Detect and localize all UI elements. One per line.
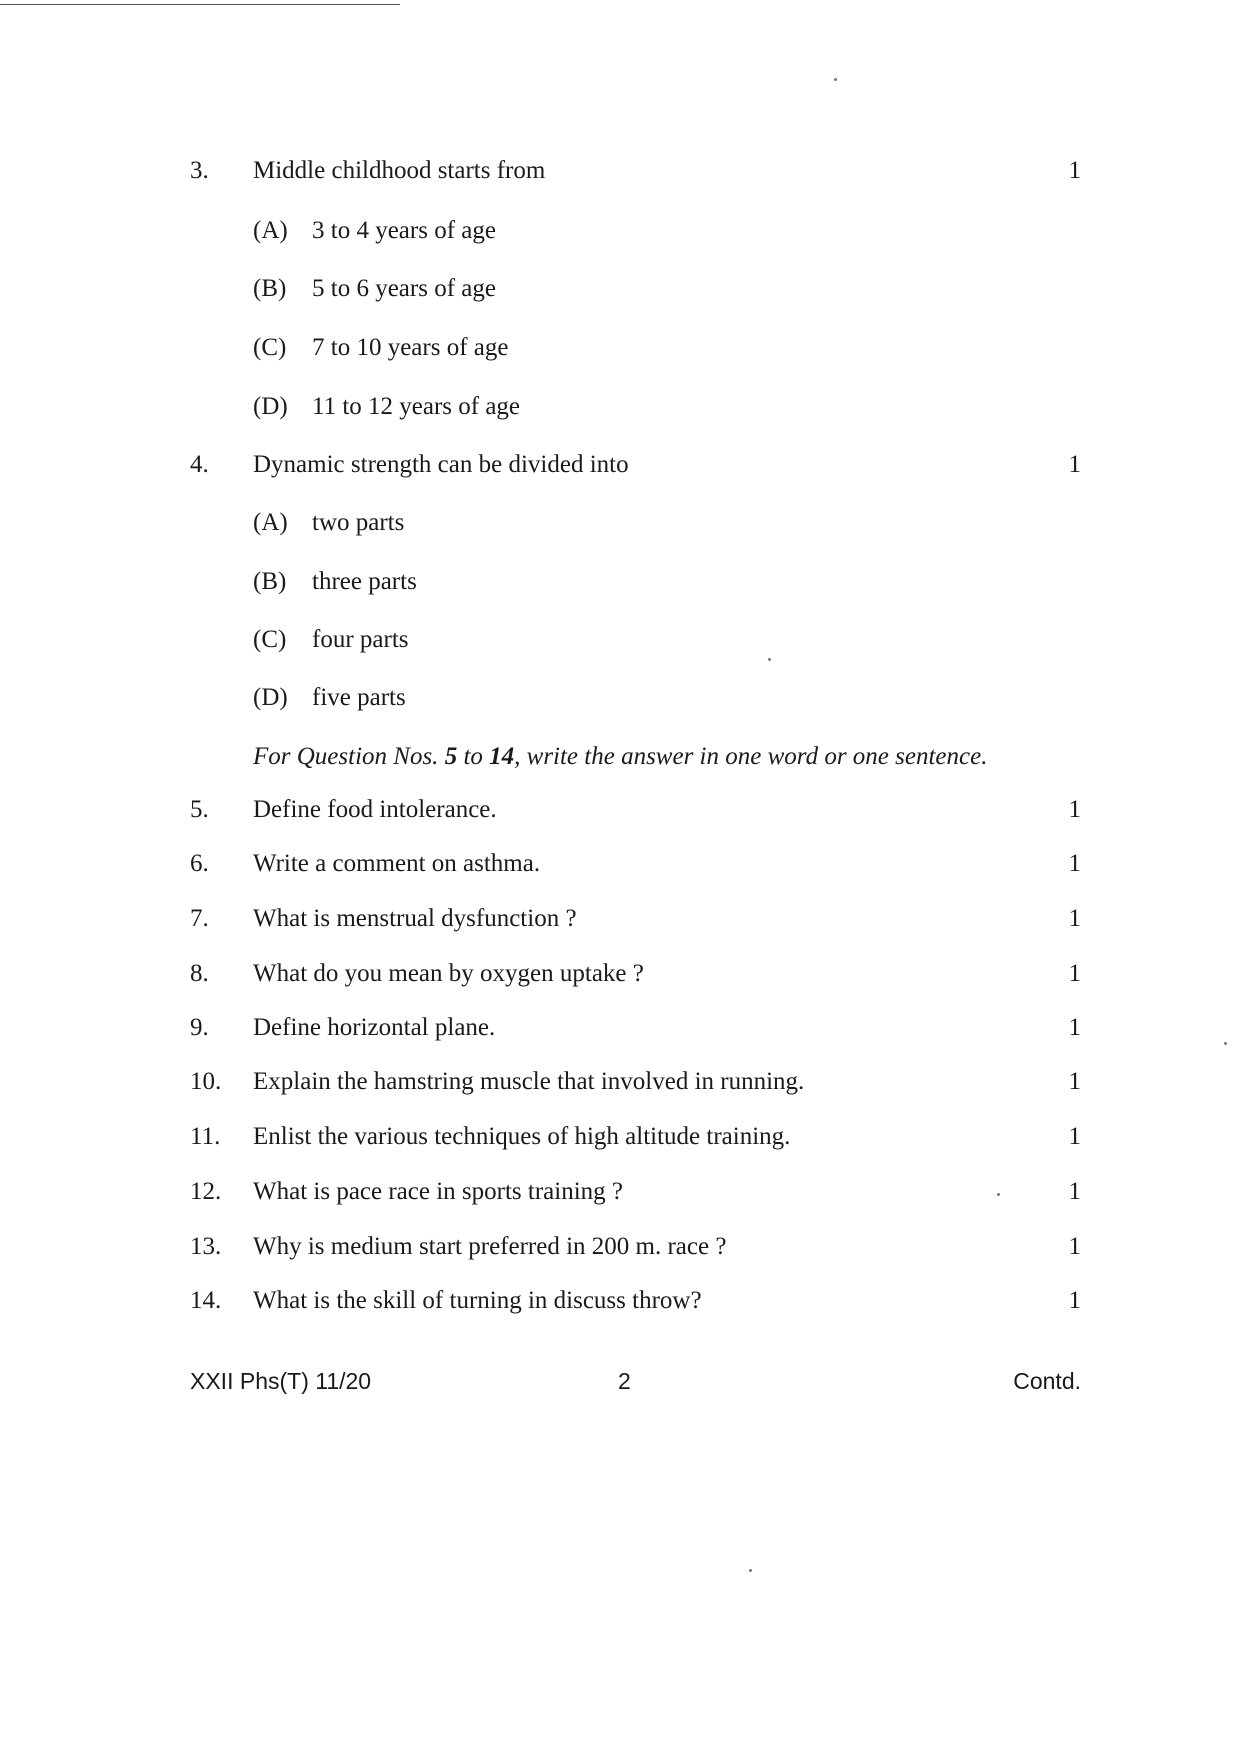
question-number: 6. [190, 850, 209, 877]
question-marks: 1 [1068, 157, 1081, 184]
question-3 [0, 154, 1241, 188]
question-text: Write a comment on asthma. [253, 850, 541, 877]
option-label: (C) [253, 334, 287, 361]
question-text: Define food intolerance. [253, 796, 497, 823]
scan-speck [749, 1569, 752, 1572]
question-number: 13. [190, 1233, 222, 1260]
question-14 [0, 1284, 1241, 1318]
question-text: What do you mean by oxygen uptake ? [253, 960, 644, 987]
option-label: (D) [253, 393, 288, 420]
question-3-option-a [0, 214, 1241, 248]
question-marks: 1 [1068, 850, 1081, 877]
question-number: 10. [190, 1068, 222, 1095]
question-number: 5. [190, 796, 209, 823]
question-4 [0, 448, 1241, 482]
continued-label: Contd. [1013, 1368, 1081, 1394]
scan-speck [834, 78, 837, 81]
scan-speck [997, 1193, 1000, 1196]
instruction-from: 5 [444, 743, 458, 770]
option-label: (A) [253, 509, 288, 536]
question-marks: 1 [1068, 905, 1081, 932]
question-text: Middle childhood starts from [253, 157, 546, 184]
instruction-suffix: , write the answer in one word or one sentence. [514, 743, 988, 770]
scan-speck [1224, 1042, 1227, 1045]
question-text: What is the skill of turning in discuss throw? [253, 1287, 702, 1314]
question-number: 7. [190, 905, 209, 932]
question-9 [0, 1011, 1241, 1045]
option-text: 5 to 6 years of age [312, 275, 496, 302]
question-7 [0, 902, 1241, 936]
question-text: Enlist the various techniques of high altitude training. [253, 1123, 791, 1150]
question-10 [0, 1065, 1241, 1099]
instruction-middle: to [457, 743, 490, 770]
question-marks: 1 [1068, 451, 1081, 478]
question-4-option-c [0, 623, 1241, 657]
question-number: 11. [190, 1123, 221, 1150]
question-number: 4. [190, 451, 209, 478]
page-footer [0, 1364, 1241, 1398]
question-6 [0, 847, 1241, 881]
question-4-option-d [0, 681, 1241, 715]
top-rule [0, 4, 400, 5]
question-marks: 1 [1068, 1123, 1081, 1150]
section-instruction [0, 740, 1241, 774]
option-label: (C) [253, 626, 287, 653]
question-marks: 1 [1068, 1287, 1081, 1314]
question-number: 12. [190, 1178, 222, 1205]
page-number: 2 [618, 1368, 631, 1394]
question-marks: 1 [1068, 1178, 1081, 1205]
question-5 [0, 793, 1241, 827]
option-text: 7 to 10 years of age [312, 334, 509, 361]
paper-code: XXII Phs(T) 11/20 [190, 1368, 372, 1394]
question-marks: 1 [1068, 960, 1081, 987]
question-13 [0, 1230, 1241, 1264]
question-12 [0, 1175, 1241, 1209]
question-marks: 1 [1068, 1068, 1081, 1095]
instruction-to: 14 [489, 743, 515, 770]
question-marks: 1 [1068, 1014, 1081, 1041]
question-text: Why is medium start preferred in 200 m. race ? [253, 1233, 727, 1260]
question-text: Define horizontal plane. [253, 1014, 496, 1041]
question-4-option-a [0, 506, 1241, 540]
question-8 [0, 957, 1241, 991]
option-text: two parts [312, 509, 405, 536]
question-text: What is menstrual dysfunction ? [253, 905, 577, 932]
question-11 [0, 1120, 1241, 1154]
option-label: (A) [253, 217, 288, 244]
option-label: (D) [253, 684, 288, 711]
question-4-option-b [0, 565, 1241, 599]
scan-speck [768, 658, 771, 661]
instruction-prefix: For Question Nos. [253, 743, 445, 770]
option-text: five parts [312, 684, 406, 711]
question-number: 9. [190, 1014, 209, 1041]
question-marks: 1 [1068, 796, 1081, 823]
question-3-option-c [0, 331, 1241, 365]
question-number: 3. [190, 157, 209, 184]
option-text: four parts [312, 626, 409, 653]
question-text: Dynamic strength can be divided into [253, 451, 629, 478]
question-number: 8. [190, 960, 209, 987]
option-text: 3 to 4 years of age [312, 217, 496, 244]
option-label: (B) [253, 275, 287, 302]
question-text: Explain the hamstring muscle that involved in running. [253, 1068, 805, 1095]
question-3-option-b [0, 272, 1241, 306]
question-marks: 1 [1068, 1233, 1081, 1260]
instruction-text [253, 740, 987, 774]
option-text: 11 to 12 years of age [312, 393, 521, 420]
question-3-option-d [0, 390, 1241, 424]
question-number: 14. [190, 1287, 222, 1314]
question-text: What is pace race in sports training ? [253, 1178, 623, 1205]
option-text: three parts [312, 568, 417, 595]
option-label: (B) [253, 568, 287, 595]
